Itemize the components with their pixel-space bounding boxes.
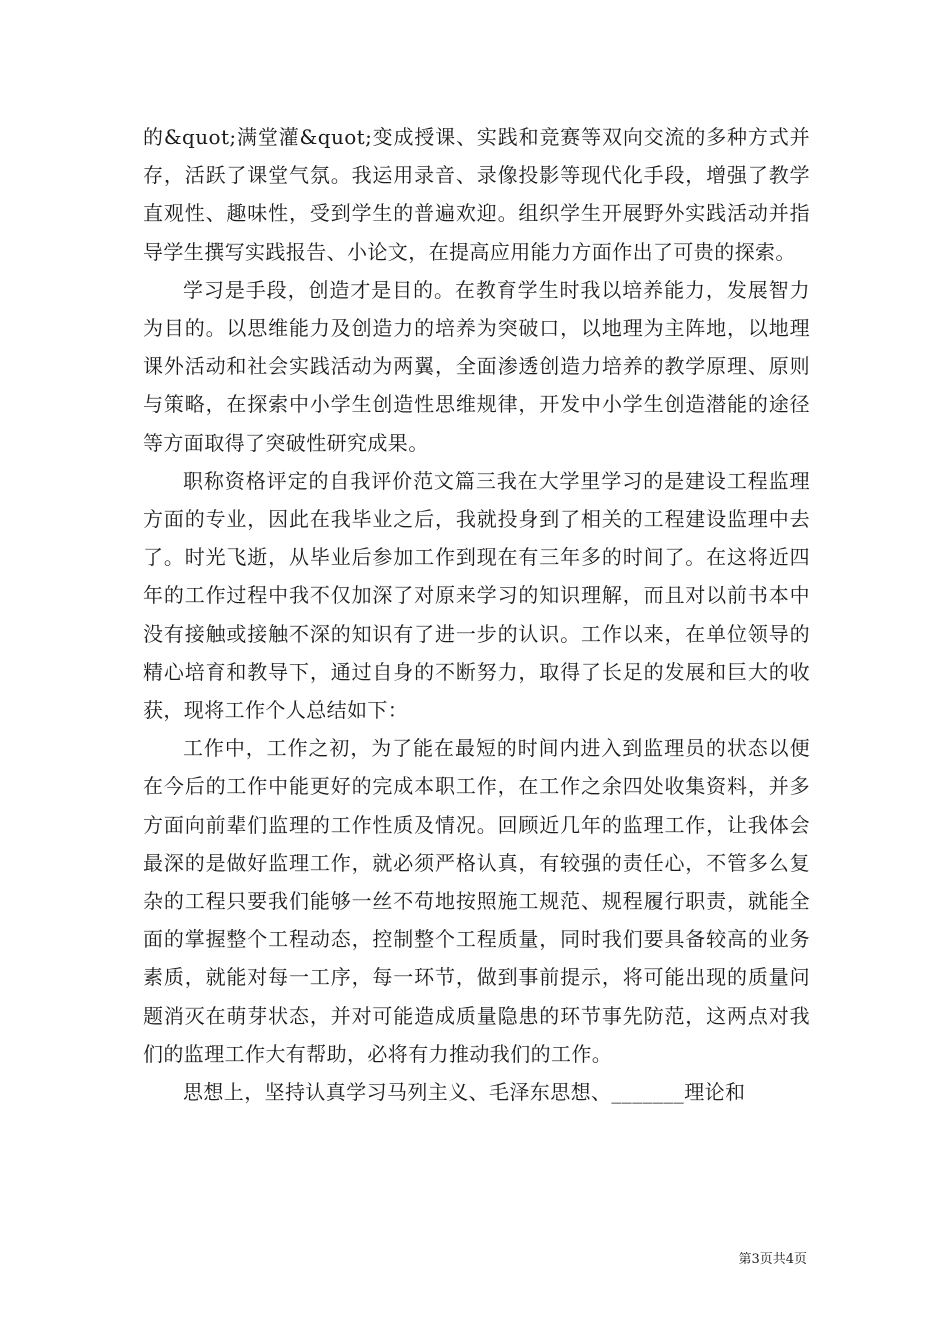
page-number-footer: 第3页共4页 [738,1252,807,1267]
paragraph-2: 学习是手段，创造才是目的。在教育学生时我以培养能力，发展智力为目的。以思维能力及创造力的培养为突破口，以地理为主阵地，以地理课外活动和社会实践活动为两翼，全面渗透创造力培养的教学原理、原则与策略，在探索中小学生创造性思维规律，开发中小学生创造潜能的途径等方面取得了突破性研究成果。 [143,277,810,455]
paragraph-4: 工作中，工作之初，为了能在最短的时间内进入到监理员的状态以便在今后的工作中能更好的完成本职工作，在工作之余四处收集资料，并多方面向前辈们监理的工作性质及情况。回顾近几年的监理工作，让我体会最深的是做好监理工作，就必须严格认真，有较强的责任心，不管多么复杂的工程只要我们能够一丝不苟地按照施工规范、规程履行职责，就能全面的掌握整个工程动态，控制整个工程质量，同时我们要具备较高的业务素质，就能对每一工序，每一环节，做到事前提示，将可能出现的质量问题消灭在萌芽状态，并对可能造成质量隐患的环节事先防范，这两点对我们的监理工作大有帮助，必将有力推动我们的工作。 [143,736,810,1066]
paragraph-1: 的&quot;满堂灌&quot;变成授课、实践和竞赛等双向交流的多种方式并存，活跃了课堂气氛。我运用录音、录像投影等现代化手段，增强了教学直观性、趣味性，受到学生的普遍欢迎。组织学生开展野外实践活动并指导学生撰写实践报告、小论文，在提高应用能力方面作出了可贵的探索。 [143,125,810,264]
paragraph-5: 思想上，坚持认真学习马列主义、毛泽东思想、_______理论和 [183,1080,746,1105]
paragraph-3: 职称资格评定的自我评价范文篇三我在大学里学习的是建设工程监理方面的专业，因此在我毕业之后，我就投身到了相关的工程建设监理中去了。时光飞逝，从毕业后参加工作到现在有三年多的时间了。在这将近四年的工作过程中我不仅加深了对原来学习的知识理解，而且对以前书本中没有接触或接触不深的知识有了进一步的认识。工作以来，在单位领导的精心培育和教导下，通过自身的不断努力，取得了长足的发展和巨大的收获，现将工作个人总结如下： [143,468,810,723]
document-body [143,118,810,1111]
